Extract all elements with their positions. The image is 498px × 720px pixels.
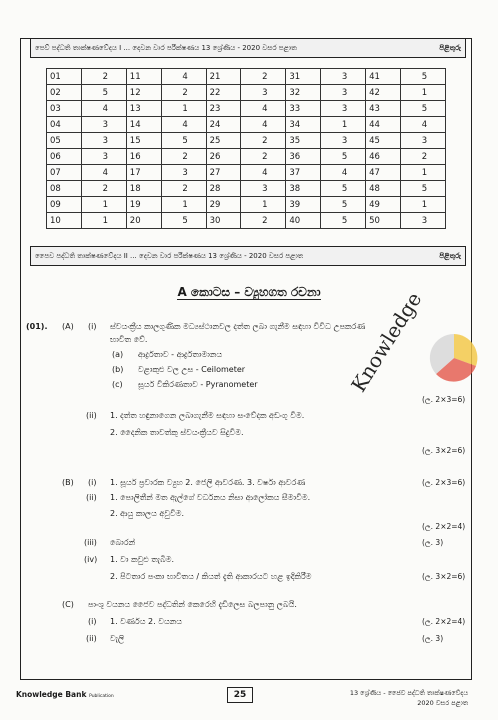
- table-row: [47, 69, 446, 85]
- b-iv-line-2: 2. පිටතාර පංකා භාවිතය / කියත් දැති ආකාරයට හළ ඉදිකිරීම: [110, 572, 312, 581]
- answer-cell: 4: [161, 117, 206, 133]
- part-b-label: (B): [62, 478, 74, 487]
- question-number-cell: 16: [126, 149, 161, 165]
- question-number-cell: 35: [286, 133, 321, 149]
- a-ii-line-2: 2. දෛනික තාවත්කු ස්වයංක්‍රීයව සිදුවීම.: [110, 428, 244, 437]
- answer-cell: 5: [81, 85, 126, 101]
- header-title: පෙව් පද්ධති තාක්ෂණවේදය I ... දෙවන වාර පරීක්ෂණය 13 ශ්‍රේණිය - 2020 වසර පළාත: [35, 43, 297, 52]
- answer-cell: 4: [241, 117, 286, 133]
- item-a-text: ආර්ද්‍රතාව - ආර්ද්‍රතාමානය: [138, 350, 223, 359]
- marks: (ල. 3×2=6): [422, 446, 466, 455]
- question-number-cell: 03: [47, 101, 82, 117]
- answer-cell: 2: [161, 149, 206, 165]
- answer-cell: 1: [400, 165, 445, 181]
- table-row: [47, 213, 446, 229]
- table-row: [47, 117, 446, 133]
- section-header-paper2: [30, 246, 466, 266]
- answer-cell: 3: [241, 181, 286, 197]
- question-number-cell: 37: [286, 165, 321, 181]
- c-i-text: 1. වර්ණය 2. වයනය: [110, 617, 182, 626]
- sub-i-label: (i): [88, 478, 97, 487]
- watermark-text: Knowledge: [346, 287, 427, 397]
- answer-cell: 3: [241, 85, 286, 101]
- answer-cell: 4: [321, 165, 366, 181]
- answer-cell: 1: [321, 117, 366, 133]
- question-number-cell: 10: [47, 213, 82, 229]
- question-number-cell: 49: [366, 197, 401, 213]
- sub-ii-label: (ii): [86, 634, 97, 643]
- header-title: පෛව පද්ධති තාක්ෂණවේදය II ... දෙවන වාර පරීක්ෂණය 13 ශ්‍රේණිය - 2020 වසර පළාත: [35, 251, 304, 260]
- answer-cell: 1: [400, 197, 445, 213]
- question-number-cell: 34: [286, 117, 321, 133]
- question-number-cell: 21: [206, 69, 241, 85]
- publisher-logo-icon: [426, 330, 482, 386]
- item-b-text: වළාකුළු වල උස - Ceilometer: [138, 365, 246, 374]
- answer-cell: 5: [321, 149, 366, 165]
- page-number: 25: [227, 687, 253, 703]
- answer-cell: 4: [81, 101, 126, 117]
- question-number-cell: 12: [126, 85, 161, 101]
- question-number-cell: 40: [286, 213, 321, 229]
- question-number-cell: 31: [286, 69, 321, 85]
- answer-cell: 5: [161, 213, 206, 229]
- question-number-cell: 46: [366, 149, 401, 165]
- answer-cell: 3: [161, 165, 206, 181]
- question-number-cell: 23: [206, 101, 241, 117]
- c-text: පාංශු වයනය ජෛව පද්ධතින් කෙරෙහි දැඩිලෙස බලපානු ලබයි.: [88, 600, 297, 609]
- question-number-cell: 01: [47, 69, 82, 85]
- question-number-cell: 04: [47, 117, 82, 133]
- question-number-cell: 29: [206, 197, 241, 213]
- a-i-text-1: ස්වයංක්‍රීය කාලගුණික මධ්‍යස්ථානවල දත්ත ලබා ගැනීම සඳහා විවිධ උපකරණ: [110, 322, 366, 331]
- question-number: (01).: [26, 322, 48, 331]
- answer-cell: 1: [81, 213, 126, 229]
- answer-cell: 2: [81, 181, 126, 197]
- question-number-cell: 25: [206, 133, 241, 149]
- question-number-cell: 28: [206, 181, 241, 197]
- answer-cell: 2: [241, 149, 286, 165]
- question-number-cell: 22: [206, 85, 241, 101]
- answer-key-table: [46, 68, 446, 229]
- answer-cell: 1: [161, 101, 206, 117]
- b-iii-text: බොරන්: [110, 538, 136, 547]
- answer-cell: 2: [81, 69, 126, 85]
- answer-cell: 2: [241, 69, 286, 85]
- header-label: පිළිතුරු: [439, 251, 461, 260]
- a-ii-line-1: 1. දත්ත හඳුනාගෙන ලබාගැනීම සඳහා සංවේදක අඩංගු වීම.: [110, 411, 305, 420]
- question-number-cell: 06: [47, 149, 82, 165]
- question-number-cell: 15: [126, 133, 161, 149]
- sub-ii-label: (ii): [86, 493, 97, 502]
- answer-cell: 1: [81, 197, 126, 213]
- table-row: [47, 165, 446, 181]
- item-c-label: (c): [112, 380, 123, 389]
- answer-cell: 1: [241, 197, 286, 213]
- b-iv-line-1: 1. වා කවුළු තැබීම.: [110, 555, 175, 564]
- section-title: A කොටස – ව්‍යුහගත රචනා: [177, 285, 321, 299]
- item-b-label: (b): [112, 365, 124, 374]
- part-c-label: (C): [62, 600, 74, 609]
- answer-cell: 2: [241, 133, 286, 149]
- question-number-cell: 08: [47, 181, 82, 197]
- question-number-cell: 47: [366, 165, 401, 181]
- answer-cell: 3: [321, 69, 366, 85]
- table-row: [47, 133, 446, 149]
- answer-cell: 3: [321, 85, 366, 101]
- question-number-cell: 13: [126, 101, 161, 117]
- question-number-cell: 32: [286, 85, 321, 101]
- question-number-cell: 36: [286, 149, 321, 165]
- question-number-cell: 45: [366, 133, 401, 149]
- marks: (ල. 2×2=4): [422, 617, 466, 626]
- question-number-cell: 43: [366, 101, 401, 117]
- answer-cell: 1: [161, 197, 206, 213]
- question-number-cell: 50: [366, 213, 401, 229]
- question-number-cell: 20: [126, 213, 161, 229]
- answer-cell: 3: [81, 133, 126, 149]
- table-row: [47, 197, 446, 213]
- question-number-cell: 30: [206, 213, 241, 229]
- b-ii-line-1: 1. පොලිතීන් මත ඇල්ගේ වර්ධනය නිසා ආලෝකය සීමාවීම.: [110, 493, 311, 502]
- sub-i-label: (i): [88, 322, 97, 331]
- part-a-label: (A): [62, 322, 74, 331]
- question-number-cell: 38: [286, 181, 321, 197]
- question-number-cell: 44: [366, 117, 401, 133]
- answer-cell: 3: [81, 117, 126, 133]
- question-number-cell: 19: [126, 197, 161, 213]
- answer-cell: 4: [161, 69, 206, 85]
- answer-cell: 5: [400, 101, 445, 117]
- c-ii-text: වැලි: [110, 634, 125, 643]
- answer-cell: 4: [241, 165, 286, 181]
- question-number-cell: 42: [366, 85, 401, 101]
- header-label: පිළිතුරු: [439, 43, 461, 52]
- item-a-label: (a): [112, 350, 124, 359]
- table-row: [47, 101, 446, 117]
- section-header-paper1: [30, 38, 466, 58]
- question-number-cell: 14: [126, 117, 161, 133]
- sub-iv-label: (iv): [84, 555, 98, 564]
- answer-cell: 5: [321, 213, 366, 229]
- marks: (ල. 3): [422, 634, 444, 643]
- question-number-cell: 24: [206, 117, 241, 133]
- answer-cell: 3: [81, 149, 126, 165]
- marks: (ල. 2×3=6): [422, 478, 466, 487]
- table-row: [47, 181, 446, 197]
- question-number-cell: 02: [47, 85, 82, 101]
- answer-cell: 4: [241, 101, 286, 117]
- publisher-name: Knowledge Bank Publication: [16, 690, 114, 699]
- question-number-cell: 18: [126, 181, 161, 197]
- answer-cell: 3: [400, 213, 445, 229]
- sub-i-label: (i): [88, 617, 97, 626]
- answer-cell: 5: [321, 197, 366, 213]
- answer-cell: 4: [400, 117, 445, 133]
- question-number-cell: 09: [47, 197, 82, 213]
- question-number-cell: 26: [206, 149, 241, 165]
- answer-cell: 3: [400, 133, 445, 149]
- answer-cell: 4: [81, 165, 126, 181]
- answer-cell: 5: [321, 181, 366, 197]
- answer-cell: 5: [400, 181, 445, 197]
- question-number-cell: 41: [366, 69, 401, 85]
- answer-cell: 3: [321, 101, 366, 117]
- a-i-text-2: භාවිත වේ.: [110, 335, 148, 344]
- marks: (ල. 3): [422, 538, 444, 547]
- question-number-cell: 27: [206, 165, 241, 181]
- question-number-cell: 48: [366, 181, 401, 197]
- question-number-cell: 07: [47, 165, 82, 181]
- question-number-cell: 17: [126, 165, 161, 181]
- answer-cell: 5: [400, 69, 445, 85]
- answer-cell: 2: [161, 181, 206, 197]
- b-i-text: 1. සූර්ය ප්‍රවාරක ව්‍යුහ 2. ජෙලි ආවරණ. 3. වර්ෂා ආවරණ: [110, 478, 306, 487]
- table-row: [47, 85, 446, 101]
- marks: (ල. 3×2=6): [422, 572, 466, 581]
- marks: (ල. 2×2=4): [422, 522, 466, 531]
- marks: (ල. 2×3=6): [422, 395, 466, 404]
- answer-cell: 2: [161, 85, 206, 101]
- question-number-cell: 11: [126, 69, 161, 85]
- answer-cell: 2: [400, 149, 445, 165]
- footer-subject: 13 ශ්‍රේණිය - ජෛව පද්ධති තාක්ෂණවේදය 2020 වසර පළාත: [349, 689, 468, 707]
- question-number-cell: 39: [286, 197, 321, 213]
- question-number-cell: 33: [286, 101, 321, 117]
- answer-cell: 2: [241, 213, 286, 229]
- item-c-text: සූර්ය විකිරණතාව - Pyranometer: [138, 380, 258, 389]
- answer-cell: 1: [400, 85, 445, 101]
- answer-cell: 5: [161, 133, 206, 149]
- sub-ii-label: (ii): [86, 411, 97, 420]
- answer-cell: 3: [321, 133, 366, 149]
- question-number-cell: 05: [47, 133, 82, 149]
- table-row: [47, 149, 446, 165]
- b-ii-line-2: 2. ආයු කාලය අවුවීම.: [110, 509, 185, 518]
- sub-iii-label: (iii): [84, 538, 97, 547]
